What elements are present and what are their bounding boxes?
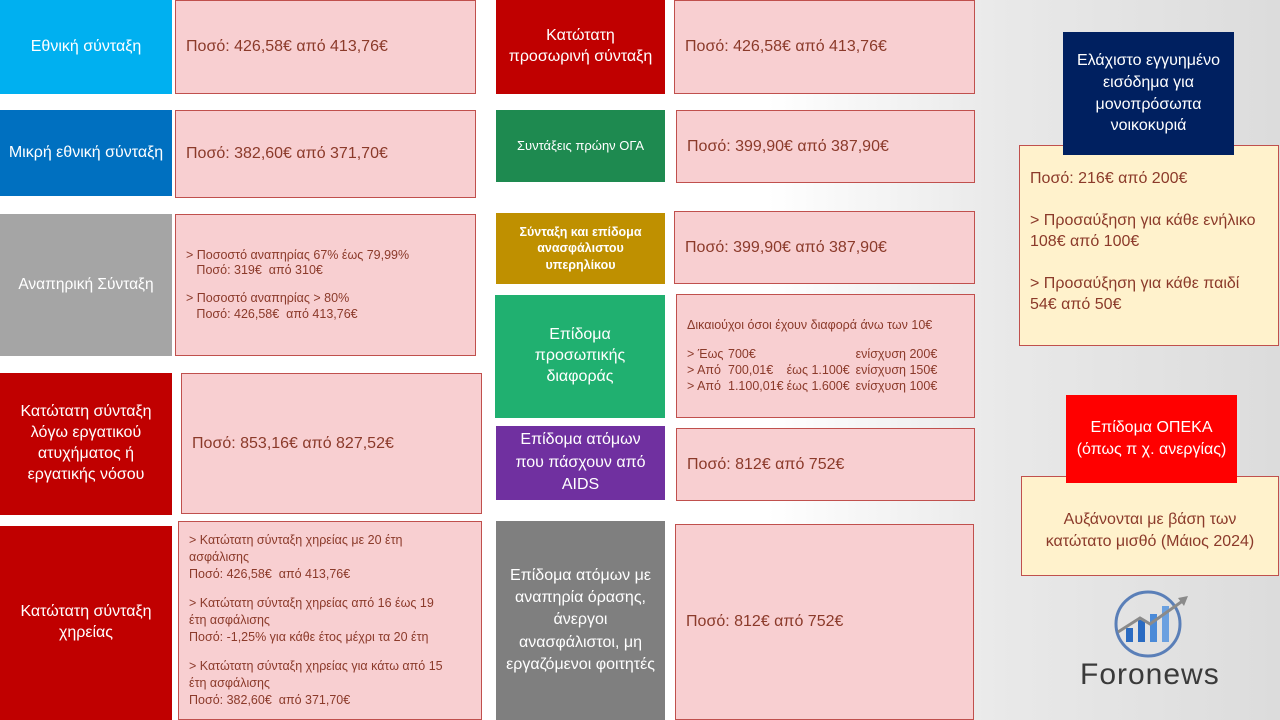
bonus-table (687, 347, 940, 394)
opeka-label: Επίδομα ΟΠΕΚΑ (όπως π χ. ανεργίας) (1066, 395, 1237, 483)
cell (787, 347, 856, 363)
rising-chart-logo-icon (1078, 588, 1228, 658)
national-pension-value: Ποσό: 426,58€ από 413,76€ (175, 0, 476, 94)
opeka-value: Αυξάνονται με βάση των κατώτατο μισθό (Μάιος 2024) (1021, 476, 1279, 576)
table-row (687, 363, 940, 379)
temporary-pension-label: Κατώτατη προσωρινή σύνταξη (496, 0, 665, 94)
blind-allowance-label: Επίδομα ατόμων με αναπηρία όρασης, άνεργοι ανασφάλιστοι, μη εργαζόμενοι φοιτητές (496, 521, 665, 720)
text-line: έτη ασφάλισης (189, 676, 270, 690)
aids-allowance-value: Ποσό: 812€ από 752€ (676, 428, 975, 501)
cell: > Από (687, 363, 721, 377)
cell: > Από (687, 378, 721, 393)
text-line: Ποσό: 426,58€ από 413,76€ (189, 567, 351, 581)
min-income-label: Ελάχιστο εγγυημένο εισόδημα για μονοπρόσωπα νοικοκυριά (1063, 32, 1234, 155)
cell: 700€ (728, 347, 756, 362)
text-line: > Προσαύξηση για κάθε ενήλικο 108€ από 100€ (1030, 211, 1256, 251)
disability-pension-value (175, 214, 476, 356)
text-line: > Ποσοστό αναπηρίας > 80% (186, 291, 350, 305)
blind-allowance-value: Ποσό: 812€ από 752€ (675, 524, 974, 720)
personal-difference-label: Επίδομα προσωπικής διαφοράς (495, 295, 665, 418)
cell: 1.100,01€ (728, 378, 784, 393)
table-row (687, 347, 940, 363)
cell: ενίσχυση 150€ (855, 363, 938, 377)
table-row (687, 379, 940, 395)
min-income-value (1019, 145, 1279, 346)
oga-pension-value: Ποσό: 399,90€ από 387,90€ (676, 110, 975, 183)
cell: έως 1.600€ (786, 378, 850, 393)
logo-text: Foronews (1080, 658, 1220, 691)
text-line: > Προσαύξηση για κάθε παιδί 54€ από 50€ (1030, 274, 1240, 314)
disability-pension-label: Αναπηρική Σύνταξη (0, 214, 172, 356)
foronews-logo (1078, 588, 1228, 698)
text-line: ασφάλισης (189, 550, 249, 564)
text-line: > Κατώτατη σύνταξη χηρείας από 16 έως 19 (189, 596, 434, 610)
small-national-pension-value: Ποσό: 382,60€ από 371,70€ (175, 110, 476, 198)
cell: ενίσχυση 200€ (855, 347, 938, 362)
personal-difference-value (676, 294, 975, 418)
accident-pension-label: Κατώτατη σύνταξη λόγω εργατικού ατυχήματος ή εργατικής νόσου (0, 373, 172, 515)
cell: έως 1.100€ (786, 363, 850, 377)
text-line: έτη ασφάλισης (189, 613, 270, 627)
temporary-pension-value: Ποσό: 426,58€ από 413,76€ (674, 0, 975, 94)
text-line: > Κατώτατη σύνταξη χηρείας με 20 έτη (189, 533, 403, 547)
aids-allowance-label: Επίδομα ατόμων που πάσχουν από AIDS (496, 426, 665, 500)
cell: ενίσχυση 100€ (855, 378, 938, 393)
small-national-pension-label: Μικρή εθνική σύνταξη (0, 110, 172, 196)
national-pension-label: Εθνική σύνταξη (0, 0, 172, 94)
cell: 700,01€ (728, 363, 774, 377)
oga-pension-label: Συντάξεις πρώην ΟΓΑ (496, 110, 665, 182)
elderly-uninsured-value: Ποσό: 399,90€ από 387,90€ (674, 211, 975, 284)
widow-pension-label: Κατώτατη σύνταξη χηρείας (0, 526, 172, 720)
text-line: Ποσό: 216€ από 200€ (1030, 170, 1188, 187)
elderly-uninsured-label: Σύνταξη και επίδομα ανασφάλιστου υπερηλίκου (496, 213, 665, 284)
text-line: Ποσό: 426,58€ από 413,76€ (186, 306, 358, 321)
text-line: Ποσό: 382,60€ από 371,70€ (189, 693, 351, 707)
widow-pension-value (178, 521, 482, 720)
text-line: Ποσό: -1,25% για κάθε έτος μέχρι τα 20 έτη (189, 630, 429, 644)
cell: > Έως (687, 347, 724, 362)
text-line: > Κατώτατη σύνταξη χηρείας για κάτω από 15 (189, 659, 443, 673)
text-line: Ποσό: 319€ από 310€ (186, 263, 323, 278)
intro-text: Δικαιούχοι όσοι έχουν διαφορά άνω των 10€ (687, 317, 933, 332)
accident-pension-value: Ποσό: 853,16€ από 827,52€ (181, 373, 482, 514)
text-line: > Ποσοστό αναπηρίας 67% έως 79,99% (186, 247, 410, 262)
